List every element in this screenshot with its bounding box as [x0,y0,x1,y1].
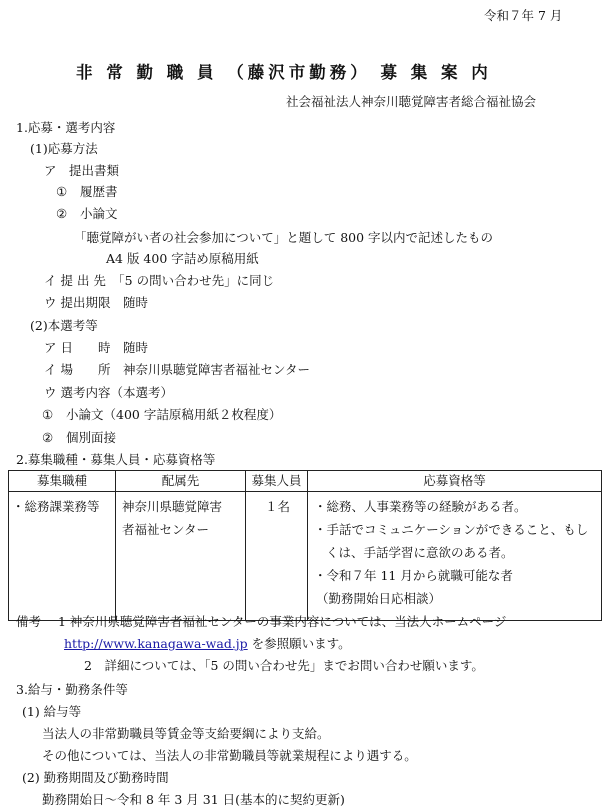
qualification-3-note: （勤務開始日応相談） [316,591,442,606]
selection-date: ア 日 時 随時 [44,340,148,355]
qualification-1: ・総務、人事業務等の経験がある者。 [314,499,527,514]
essay-paper-spec: A4 版 400 字詰め原稿用紙 [106,251,259,266]
column-header-qualifications: 応募資格等 [308,471,602,492]
work-period-text: 勤務開始日～令和 8 年 3 月 31 日(基本的に契約更新) [42,792,345,807]
selection-content: ウ 選考内容（本選考） [44,385,173,400]
table-header-row [9,471,602,492]
salary-heading: (1) 給与等 [22,704,82,719]
note-1: 1 神奈川県聴覚障害者福祉センターの事業内容については、当法人ホームページ [58,614,507,629]
department-cell [116,492,246,621]
department-line-1: 神奈川県聴覚障害 [122,499,223,514]
column-header-department: 配属先 [116,471,246,492]
item-number: ① [56,184,68,199]
section-1-heading: 1.応募・選考内容 [16,120,116,135]
job-type: ・総務課業務等 [12,499,100,514]
salary-text-1: 当法人の非常勤職員等賃金等支給要綱により支給。 [42,726,330,741]
resume-item: 履歴書 [80,184,118,199]
note-1-link-suffix: を参照願います。 [247,636,351,651]
submission-destination: イ 提 出 先 「5 の問い合わせ先」に同じ [44,273,275,288]
item-number: ② [56,206,68,221]
recruit-count: １名 [265,499,291,514]
organization-name: 社会福祉法人神奈川聴覚障害者総合福祉協会 [286,94,537,109]
section-3-heading: 3.給与・勤務条件等 [16,682,128,697]
essay-selection-item: 小論文（400 字詰原稿用紙２枚程度） [66,407,282,422]
note-2: 2 詳細については、「5 の問い合わせ先」までお問い合わせ願います。 [84,658,484,673]
table-row [9,492,602,621]
salary-text-2: その他については、当法人の非常勤職員等就業規程により遇する。 [42,748,417,763]
documents-label: ア 提出書類 [44,163,120,178]
item-number: ① [42,407,54,422]
recruitment-table [8,470,602,621]
job-cell [9,492,116,621]
qualification-2: ・手話でコミュニケーションができること、もし [314,522,589,537]
qualification-2-cont: くは、手話学習に意欲のある者。 [326,545,514,560]
qualifications-cell [308,492,602,621]
department-line-2: 者福祉センター [122,522,210,537]
submission-deadline: ウ 提出期限 随時 [44,295,148,310]
selection-heading: (2)本選考等 [30,318,98,333]
column-header-job: 募集職種 [9,471,116,492]
column-header-count: 募集人員 [246,471,308,492]
qualification-3: ・令和７年 11 月から就職可能な者 [314,568,513,583]
document-date: 令和７年 7 月 [484,8,563,23]
application-method-heading: (1)応募方法 [30,141,98,156]
essay-item: 小論文 [80,206,118,221]
homepage-link[interactable]: http://www.kanagawa-wad.jp [64,636,248,651]
notes-label: 備考 [16,614,42,629]
interview-item: 個別面接 [66,430,117,445]
item-number: ② [42,430,54,445]
page-title: 非 常 勤 職 員 （藤沢市勤務） 募 集 案 内 [76,63,492,82]
count-cell [246,492,308,621]
section-2-heading: 2.募集職種・募集人員・応募資格等 [16,452,216,467]
note-1-link-line [64,638,351,651]
work-period-heading: (2) 勤務期間及び勤務時間 [22,770,169,785]
essay-description: 「聴覚障がい者の社会参加について」と題して 800 字以内で記述したもの [74,230,494,245]
selection-place: イ 場 所 神奈川県聴覚障害者福祉センター [44,362,310,377]
